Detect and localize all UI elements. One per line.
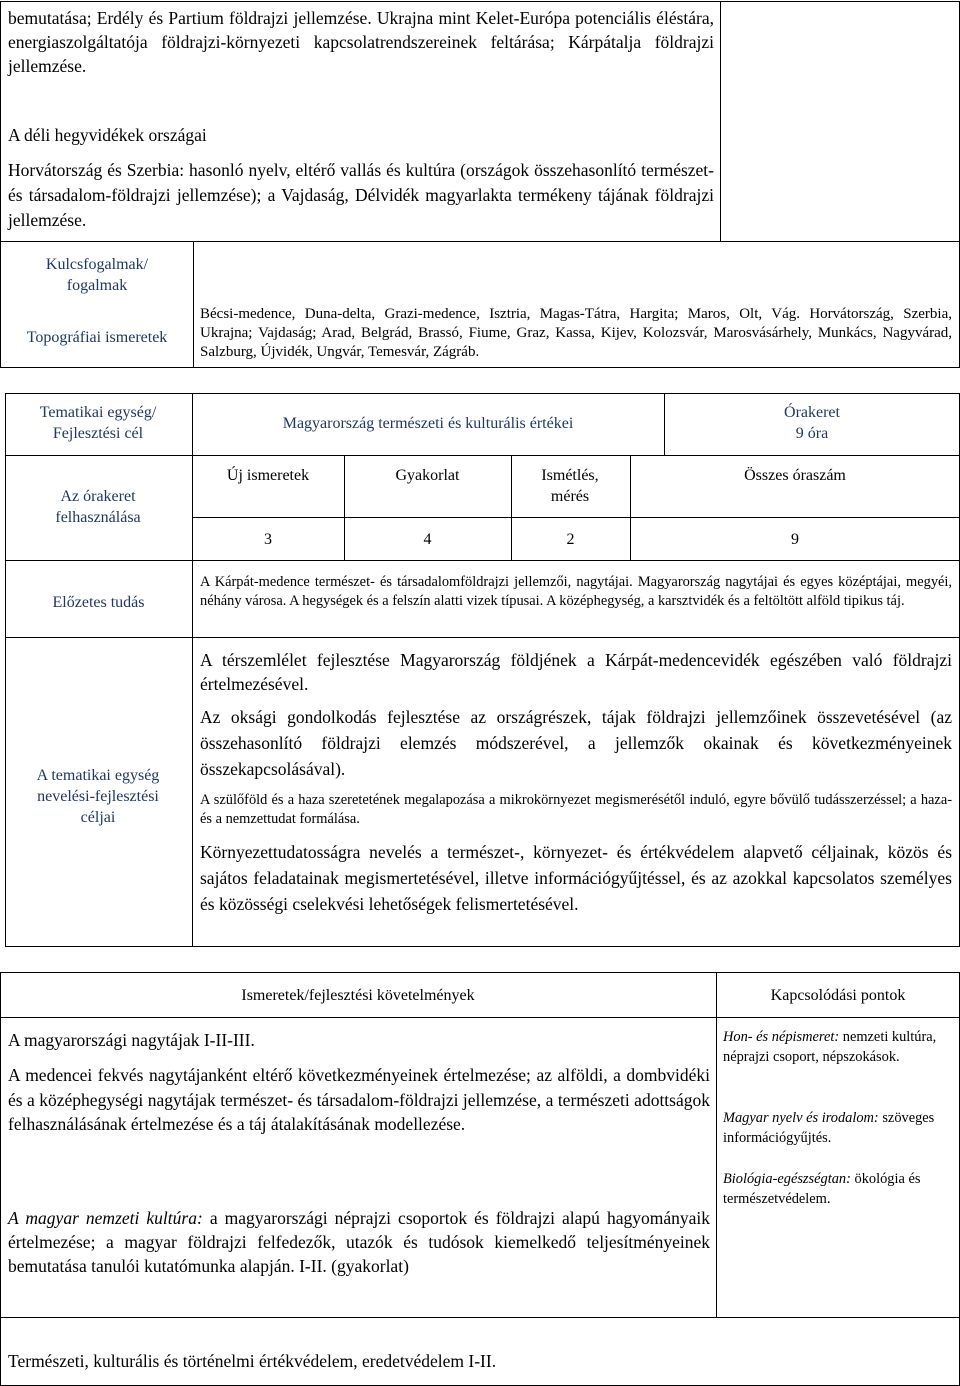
- unit-row-divider-1: [5, 455, 960, 456]
- unit-label: Tematikai egység/ Fejlesztési cél: [39, 404, 157, 442]
- unit-title: Magyarország természeti és kulturális értékei: [282, 415, 574, 432]
- requirement-item-culture-lead: A magyar nemzeti kultúra:: [8, 1208, 203, 1228]
- time-use-header-practice: Gyakorlat: [395, 467, 460, 484]
- goal-item: Az oksági gondolkodás fejlesztése az országrészek, tájak földrajzi jellemzőinek összevetésével (az összehasonlító földrajzi elemzés módszerével, a jellemzők okainak és következményeinek összekapcsolásával).: [200, 707, 952, 779]
- keywords-label: Kulcsfogalmak/ fogalmak: [45, 256, 149, 294]
- hours-value: 9 óra: [795, 425, 829, 442]
- hours-label: Órakeret: [784, 404, 840, 421]
- time-use-label: Az órakeret felhasználása: [55, 488, 141, 526]
- goal-item: A térszemlélet fejlesztése Magyarország földjének a Kárpát-medencevidék egészében való földrajzi értelmezésével.: [200, 650, 952, 694]
- connection-text: szöveges információgyűjtés.: [723, 1110, 935, 1146]
- topography-label: Topográfiai ismeretek: [26, 329, 168, 346]
- connection-subject: Biológia-egészségtan:: [723, 1171, 851, 1187]
- goal-item: Környezettudatosságra nevelés a természet-, környezet- és értékvédelem alapvető céljainak, közös és sajátos feladatainak megismertetésével, illetve információgyűjtéssel, és az azokkal kapcsolatos személyes és közösségi cselekvési lehetőségek felismertetésével.: [200, 842, 952, 914]
- requirements-header-divider: [0, 1017, 960, 1018]
- time-use-value-total: 9: [791, 531, 799, 548]
- connections-header: Kapcsolódási pontok: [770, 987, 906, 1004]
- connection-text: ökológia és természetvédelem.: [723, 1171, 921, 1207]
- connection-item: [723, 1169, 953, 1209]
- top-section-heading: A déli hegyvidékek országai: [8, 125, 207, 145]
- prior-knowledge-text: A Kárpát-medence természet- és társadalomföldrajzi jellemzői, nagytájai. Magyarország nagytájai és egyes középtájai, megyéi, néhány városa. A hegységek és a felszín alatti vizek típusai. A középhegység, a karsztvidék és a feltöltött alföld tipikus táj.: [200, 574, 952, 609]
- top-section-right-divider: [720, 1, 721, 242]
- requirement-item-regions: A magyarországi nagytájak I-II-III.: [8, 1030, 255, 1050]
- top-section-intro: bemutatása; Erdély és Partium földrajzi jellemzése. Ukrajna mint Kelet-Európa potenciális éléstára, energiaszolgáltatója földrajzi-környezeti kapcsolatrendszereinek feltárása; Kárpátalja földrajzi jellemzése.: [8, 8, 714, 76]
- connection-text: nemzeti kultúra, néprajzi csoport, népszokások.: [723, 1029, 937, 1065]
- prior-knowledge-label: Előzetes tudás: [52, 594, 145, 611]
- time-use-header-new: Új ismeretek: [226, 467, 310, 484]
- top-section-body: Horvátország és Szerbia: hasonló nyelv, eltérő vallás és kultúra (országok összehasonlító természet- és társadalom-földrajzi jellemzése); a Vajdaság, Délvidék magyarlakta termékeny tájának földrajzi jellemzése.: [8, 160, 714, 230]
- goal-item: A szülőföld és a haza szeretetének megalapozása a mikrokörnyezet megismerésétől induló, egyre bővülő tudásszerzéssel; a haza- és a nemzettudat formálása.: [200, 792, 952, 827]
- time-use-value-practice: 4: [423, 531, 432, 548]
- requirements-header: Ismeretek/fejlesztési követelmények: [241, 987, 475, 1004]
- unit-row-divider-3: [5, 637, 960, 638]
- connection-subject: Hon- és népismeret:: [723, 1029, 840, 1045]
- requirements-column-divider: [716, 972, 717, 1317]
- time-use-value-review: 2: [566, 531, 575, 548]
- time-use-row-divider: [192, 517, 960, 518]
- connection-item: [723, 1027, 953, 1067]
- requirement-item-basin: A medencei fekvés nagytájanként eltérő következményeinek értelmezése; az alföldi, a dombvidéki és a középhegységi nagytájak természet- és társadalom-földrajzi jellemzése, a természeti adottságok felhasználásának értelmezése és a táj átalakításának modellezése.: [8, 1065, 710, 1134]
- topography-text: Bécsi-medence, Duna-delta, Grazi-medence, Isztria, Magas-Tátra, Hargita; Maros, Olt, Vág. Horvátország, Szerbia, Ukrajna; Vajdaság; Arad, Belgrád, Brassó, Fiume, Graz, Kassa, Kijev, Kolozsvár, Marosvásárhely, Munkács, Nagyvárad, Salzburg, Újvidék, Ungvár, Temesvár, Zágráb.: [200, 306, 952, 360]
- time-use-header-review: Ismétlés, mérés: [541, 467, 599, 505]
- requirement-item-culture: [8, 1206, 710, 1278]
- time-use-value-new: 3: [264, 531, 272, 548]
- goals-label: A tematikai egység nevelési-fejlesztési céljai: [36, 767, 160, 826]
- connection-item: [723, 1108, 953, 1148]
- time-use-header-total: Összes óraszám: [744, 467, 846, 484]
- requirement-item-culture-text: a magyarországi néprajzi csoportok és földrajzi alapú hagyományaik értelmezése; a magyar földrajzi felfedezők, utazók és tudósok kiemelkedő teljesítményeinek bemutatása tanulói kutatómunka alapján. I-II. (gyakorlat): [8, 1208, 710, 1276]
- keywords-divider: [193, 241, 194, 368]
- requirements-last-row-divider: [0, 1317, 960, 1318]
- unit-row-divider-2: [5, 560, 960, 561]
- requirement-item-value-protection: Természeti, kulturális és történelmi értékvédelem, eredetvédelem I-II.: [8, 1351, 497, 1371]
- connection-subject: Magyar nyelv és irodalom:: [723, 1110, 879, 1126]
